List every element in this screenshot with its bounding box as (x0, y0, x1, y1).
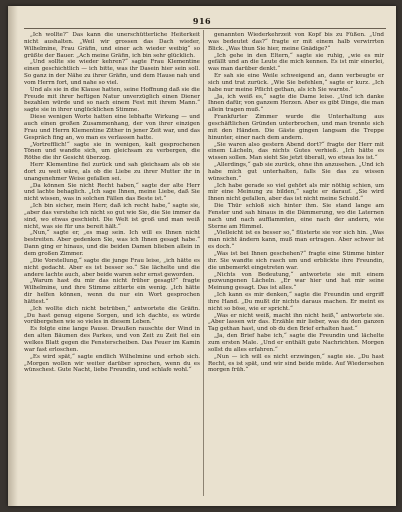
paragraph: „Da können Sie nicht Recht haben,“ sagte der alte Herr und lachte behaglich. „Ich sage Ihnen, meine Liebe, daß Sie nicht wissen, was in solchen Fällen das Beste ist.“ (24, 182, 200, 203)
paragraph: Und als sie in die Klause hatten, seine Hoffnung daß sie die Freude mit ihrer heftigen Natur unverzüglich einen Diener bezahlen würde und so nach einem Fest mit ihrem Mann.“ sagte sie in ihrer unglücklichen Stimme. (24, 86, 200, 114)
paragraph: „Ich kann es mir denken,“ sagte die Freundin und ergriff ihre Hand. „Du mußt dir nichts daraus machen. Er meint es nicht so böse, wie er spricht.“ (208, 292, 384, 312)
left-column (24, 32, 200, 498)
paragraph: „Nun,“ sagte er, „es mag sein. Ich will es Ihnen nicht bestreiten. Aber gedenken Sie, was ich Ihnen gesagt habe.“ Dann ging er hinaus, und die beiden Damen blieben allein in dem großen Zimmer. (24, 230, 200, 257)
paragraph: „Ich wollte dich nicht betrüben,“ antwortete die Gräfin. „Du hast genug eigene Sorgen, und ich dachte, es würde vorübergehen wie so vieles in diesem Leben.“ (24, 305, 200, 326)
page-number: 916 (192, 16, 212, 26)
paragraph: „Was er nicht weiß, macht ihn nicht heiß,“ antwortete sie. „Aber lassen wir das. Erzähle mir lieber, was du den ganzen Tag gethan hast, und ob du den Brief erhalten hast.“ (208, 312, 384, 333)
paragraph: „Was ist bei Ihnen geschehen?“ fragte eine Stimme hinter ihr. Sie wandte sich rasch um und erblickte ihre Freundin, die unbemerkt eingetreten war. (208, 251, 384, 271)
paragraph: genannten Wiederkehrzeit von Kopf bis zu Füßen. „Und was bedeutet das?“ fragte er mit einem halb verwirrten Blick. „Was thun Sie hier, meine Gnädige?“ (208, 32, 384, 52)
paragraph: „Ich wollte?“ Das kann die unerschütterliche Heiterkeit nicht aushalten. „Weil wir grossen das Dach wieder, Wilhelmine, Frau Gräfin, und einer ach wieder weibig“ so grüßte der Bauer. „Ach meine Gräfin, ich bin sehr glücklich. (24, 32, 200, 59)
right-column (208, 32, 384, 498)
paragraph: „Ich gehe in den Eltern,“ sagte sie ruhig, „wie es mir gefällt und an die Leute die mich kennen. Es ist mir einerlei, was man darüber denkt.“ (208, 52, 384, 73)
paragraph: „Vortrefflich!“ sagte sie in wenigen, kalt gesprochenen Tönen und wandte sich, um gleichsam zu verbergen, die Röthe die ihr Gesicht überzog. (24, 141, 200, 162)
paragraph: Frankfurter Zimmer wurde die Unterhaltung aus geschäftlichen Gründen unterbrochen, und man trennte sich mit den Händen. Die Gäste gingen langsam die Treppe hinunter, einer nach dem andern. (208, 114, 384, 141)
column-divider (203, 30, 204, 496)
paragraph: „Warum hast du mir das nicht früher gesagt?“ fragte Wilhelmine, und ihre Stimme zitterte ein wenig. „Ich hätte dir helfen können, wenn du nur ein Wort gesprochen hättest.“ (24, 278, 200, 305)
paragraph: „Und sollte sie wieder kehren?“ sagte Frau Klementine einen geschichtlich — ich bitte, was ihr Dasein hier sein soll. So ganz in der Nähe zu ihrer Gräfin, und dem Hause nah und vom Herrn fort, und nahe so viel. (24, 59, 200, 86)
paragraph: Herr Klementine fiel zurück und sah gleichsam als ob sie dort zu weit wäre, als ob die Liebe zu ihrer Mutter ihr in unangenehmer Weise gefallen sei. (24, 162, 200, 182)
paragraph: „Nichts von Bedeutung,“ antwortete sie mit einem gezwungenen Lächeln. „Er war hier und hat mir seine Meinung gesagt. Das ist alles.“ (208, 271, 384, 292)
paragraph: „Sie waren also gestern Abend dort?“ fragte der Herr mit einem Lächeln, das nichts Gutes verhieß. „Ich hätte es wissen sollen. Man sieht Sie jetzt überall, wo etwas los ist.“ (208, 141, 384, 162)
page-binding-shadow (8, 6, 18, 506)
paragraph: „Die Vorstellung,“ sagte die junge Frau leise, „ich hätte es nicht gedacht. Aber es ist besser so.“ Sie lächelte und die andere lachte auch, aber beide waren sehr ernst geworden. (24, 257, 200, 278)
paragraph: „Nun — ich will es nicht erzwingen,“ sagte sie. „Du hast Recht, es ist spät, und wir sind beide müde. Auf Wiedersehen morgen früh.“ (208, 353, 384, 374)
paragraph: Die Thür schloß sich hinter ihm. Sie stand lange am Fenster und sah hinaus in die Dämmerung, wo die Laternen nach und nach aufflammten, eine nach der andern, wie Sterne am Himmel. (208, 203, 384, 230)
paragraph: Er sah sie eine Weile schweigend an, dann verbeugte er sich und trat zurück. „Wie Sie befehlen,“ sagte er kurz. „Ich habe nur meine Pflicht gethan, als ich Sie warnte.“ (208, 73, 384, 93)
paragraph: „Ich bin sicher, mein Herr, daß ich recht habe,“ sagte sie, „aber das verstehe ich nicht so gut wie Sie, die Sie immer da sind, wo etwas geschieht. Die Welt ist groß und man weiß nicht, was sie für uns bereit hält.“ (24, 203, 200, 230)
book-page (8, 6, 396, 506)
paragraph: „Ich habe gerade so viel gehört als mir nöthig schien, um mir eine Meinung zu bilden,“ sagte er darauf. „Sie wird Ihnen nicht gefallen, aber das ist nicht meine Schuld.“ (208, 182, 384, 203)
paragraph: „Ja, den Brief habe ich,“ sagte die Freundin und lächelte zum ersten Male. „Und er enthält gute Nachrichten. Morgen sollst du alles erfahren.“ (208, 333, 384, 353)
paragraph: Es folgte eine lange Pause. Draußen rauschte der Wind in den alten Bäumen des Parkes, und von Zeit zu Zeit fiel ein welkes Blatt gegen die Fensterscheiben. Das Feuer im Kamin war fast erloschen. (24, 326, 200, 353)
paragraph: „Es wird spät,“ sagte endlich Wilhelmine und erhob sich. „Morgen wollen wir weiter darüber sprechen, wenn du es wünschest. Gute Nacht, liebe Freundin, und schlafe wohl.“ (24, 353, 200, 374)
header-rule (24, 28, 386, 29)
paragraph: „Ja, ich weiß es,“ sagte die Dame leise. „Und ich danke Ihnen dafür, von ganzem Herzen. Aber es gibt Dinge, die man allein tragen muß.“ (208, 93, 384, 114)
paragraph: „Vielleicht ist es besser so,“ flüsterte sie vor sich hin. „Was man nicht ändern kann, muß man ertragen. Aber schwer ist es doch.“ (208, 230, 384, 251)
paragraph: Diese wenigen Worte hatten eine lebhafte Wirkung — und auch einen großen Zusammenhang, der von ihrer einzigen Frau und Herrn Klementine Zither in jener Zeit war, und das Gespräch fing an, wo man es verlassen hatte. (24, 114, 200, 141)
paragraph: „Allerdings,“ gab sie zurück, ohne ihn anzusehen. „Und ich habe mich gut unterhalten, falls Sie das zu wissen wünschen.“ (208, 162, 384, 182)
